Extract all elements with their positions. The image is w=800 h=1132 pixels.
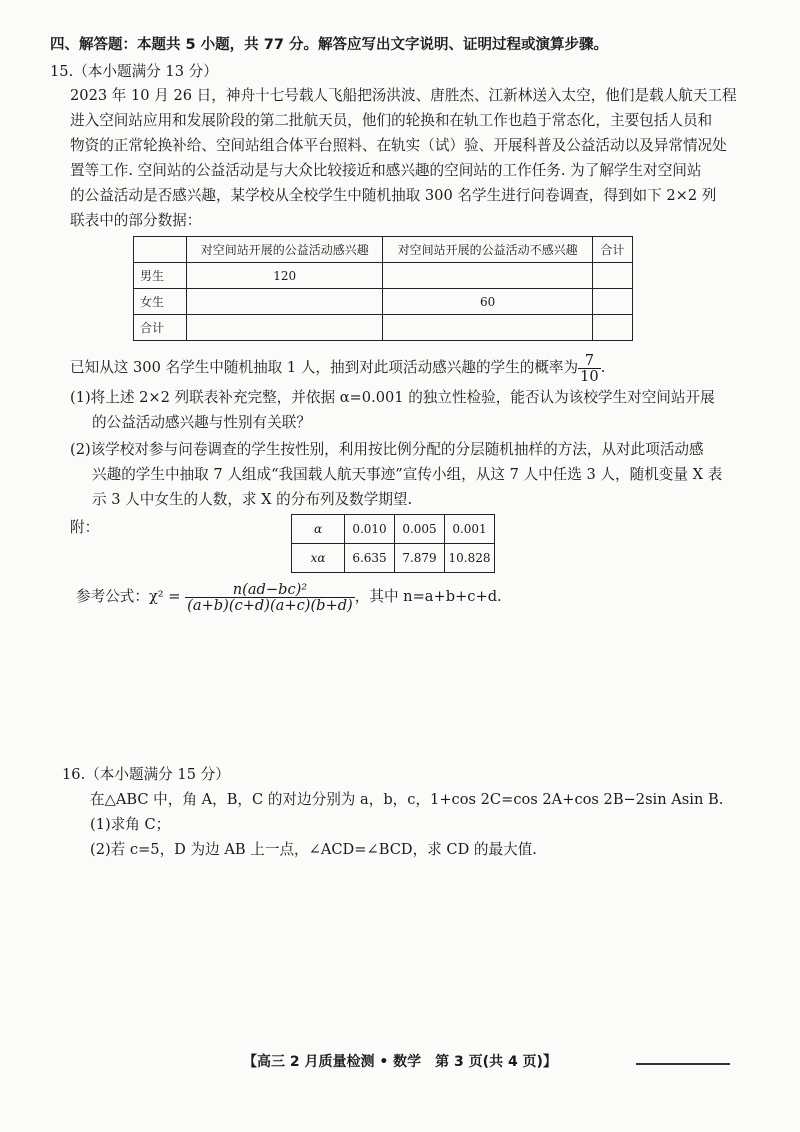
table-cell — [383, 263, 592, 289]
q15-probability-text: 已知从这 300 名学生中随机抽取 1 人，抽到对此项活动感兴趣的学生的概率为 — [70, 359, 579, 376]
fraction-numerator: 7 — [578, 353, 601, 369]
table-cell: 0.010 — [345, 515, 395, 544]
q15-part2-line-3: 示 3 人中女生的人数，求 X 的分布列及数学期望. — [92, 491, 413, 508]
alpha-header: α — [292, 515, 345, 544]
table-cell: 0.001 — [445, 515, 495, 544]
page-footer: 【高三 2 月质量检测 • 数学 第 3 页(共 4 页)】 — [243, 1054, 557, 1070]
table-row — [292, 515, 495, 544]
corner-scan-mark — [636, 1063, 730, 1065]
reference-formula — [76, 580, 502, 614]
q15-para-line-2: 进入空间站应用和发展阶段的第二批航天员，他们的轮换和在轨工作也趋于常态化，主要包括人员和 — [70, 112, 713, 129]
table-cell: 0.005 — [395, 515, 445, 544]
table-cell: 男生 — [134, 263, 187, 289]
q16-header: 16.（本小题满分 15 分） — [62, 766, 230, 783]
table-cell: 女生 — [134, 289, 187, 315]
table-cell: 10.828 — [445, 544, 495, 573]
table-cell — [592, 263, 632, 289]
table-row — [134, 289, 633, 315]
table-header-cell: 对空间站开展的公益活动感兴趣 — [187, 237, 383, 263]
table-cell: 120 — [187, 263, 383, 289]
fraction-denominator: 10 — [580, 367, 599, 385]
table-cell — [592, 315, 632, 341]
formula-numerator: n(ad−bc)² — [185, 582, 355, 598]
q15-part1-line-2: 的公益活动感兴趣与性别有关联？ — [92, 414, 311, 431]
q15-part2-line-2: 兴趣的学生中抽取 7 人组成“我国载人航天事迹”宣传小组，从这 7 人中任选 3 人，随机变量 X 表 — [92, 466, 723, 483]
table-cell — [383, 315, 592, 341]
q15-para-line-6: 联表中的部分数据： — [70, 212, 202, 229]
critical-value-table — [291, 514, 495, 573]
table-cell: 60 — [383, 289, 592, 315]
table-cell — [592, 289, 632, 315]
table-header-cell: 合计 — [592, 237, 632, 263]
table-row — [134, 315, 633, 341]
formula-tail: ，其中 n=a+b+c+d. — [354, 588, 502, 605]
q15-header: 15.（本小题满分 13 分） — [50, 63, 218, 80]
table-cell: 6.635 — [345, 544, 395, 573]
formula-label: 参考公式：χ² = — [76, 588, 181, 605]
appendix-label: 附： — [70, 519, 100, 536]
chi-square-fraction — [185, 582, 355, 613]
table-header-cell: 对空间站开展的公益活动不感兴趣 — [383, 237, 592, 263]
contingency-table — [133, 236, 633, 341]
probability-fraction — [578, 353, 601, 384]
table-cell: 合计 — [134, 315, 187, 341]
table-cell — [187, 315, 383, 341]
table-header-row — [134, 237, 633, 263]
table-cell — [187, 289, 383, 315]
table-cell: 7.879 — [395, 544, 445, 573]
formula-denominator: (a+b)(c+d)(a+c)(b+d) — [187, 596, 353, 614]
q16-part2: (2)若 c=5，D 为边 AB 上一点，∠ACD=∠BCD，求 CD 的最大值. — [90, 841, 537, 858]
q15-part2-line-1: (2)该学校对参与问卷调查的学生按性别，利用按比例分配的分层随机抽样的方法，从对此项活动感 — [70, 441, 704, 458]
q15-probability-line — [70, 352, 605, 384]
q15-part1-line-1: (1)将上述 2×2 列联表补充完整，并依据 α=0.001 的独立性检验，能否认为该校学生对空间站开展 — [70, 389, 715, 406]
q16-statement: 在△ABC 中，角 A，B，C 的对边分别为 a，b，c，1+cos 2C=cos 2A+cos 2B−2sin Asin B. — [90, 791, 724, 808]
table-row — [134, 263, 633, 289]
q16-part1: (1)求角 C； — [90, 816, 171, 833]
q15-probability-end: . — [600, 359, 606, 376]
x-alpha-header: xα — [292, 544, 345, 573]
table-header-cell — [134, 237, 187, 263]
q15-para-line-3: 物资的正常轮换补给、空间站组合体平台照料、在轨实（试）验、开展科普及公益活动以及异常情况处 — [70, 137, 727, 154]
table-row — [292, 544, 495, 573]
section-heading: 四、解答题：本题共 5 小题，共 77 分。解答应写出文字说明、证明过程或演算步骤。 — [50, 37, 608, 53]
q15-para-line-1: 2023 年 10 月 26 日，神舟十七号载人飞船把汤洪波、唐胜杰、江新林送入太空，他们是载人航天工程 — [70, 87, 737, 104]
q15-para-line-4: 置等工作. 空间站的公益活动是与大众比较接近和感兴趣的空间站的工作任务. 为了解学生对空间站 — [70, 162, 702, 179]
q15-para-line-5: 的公益活动是否感兴趣，某学校从全校学生中随机抽取 300 名学生进行问卷调查，得到如下 2×2 列 — [70, 187, 717, 204]
